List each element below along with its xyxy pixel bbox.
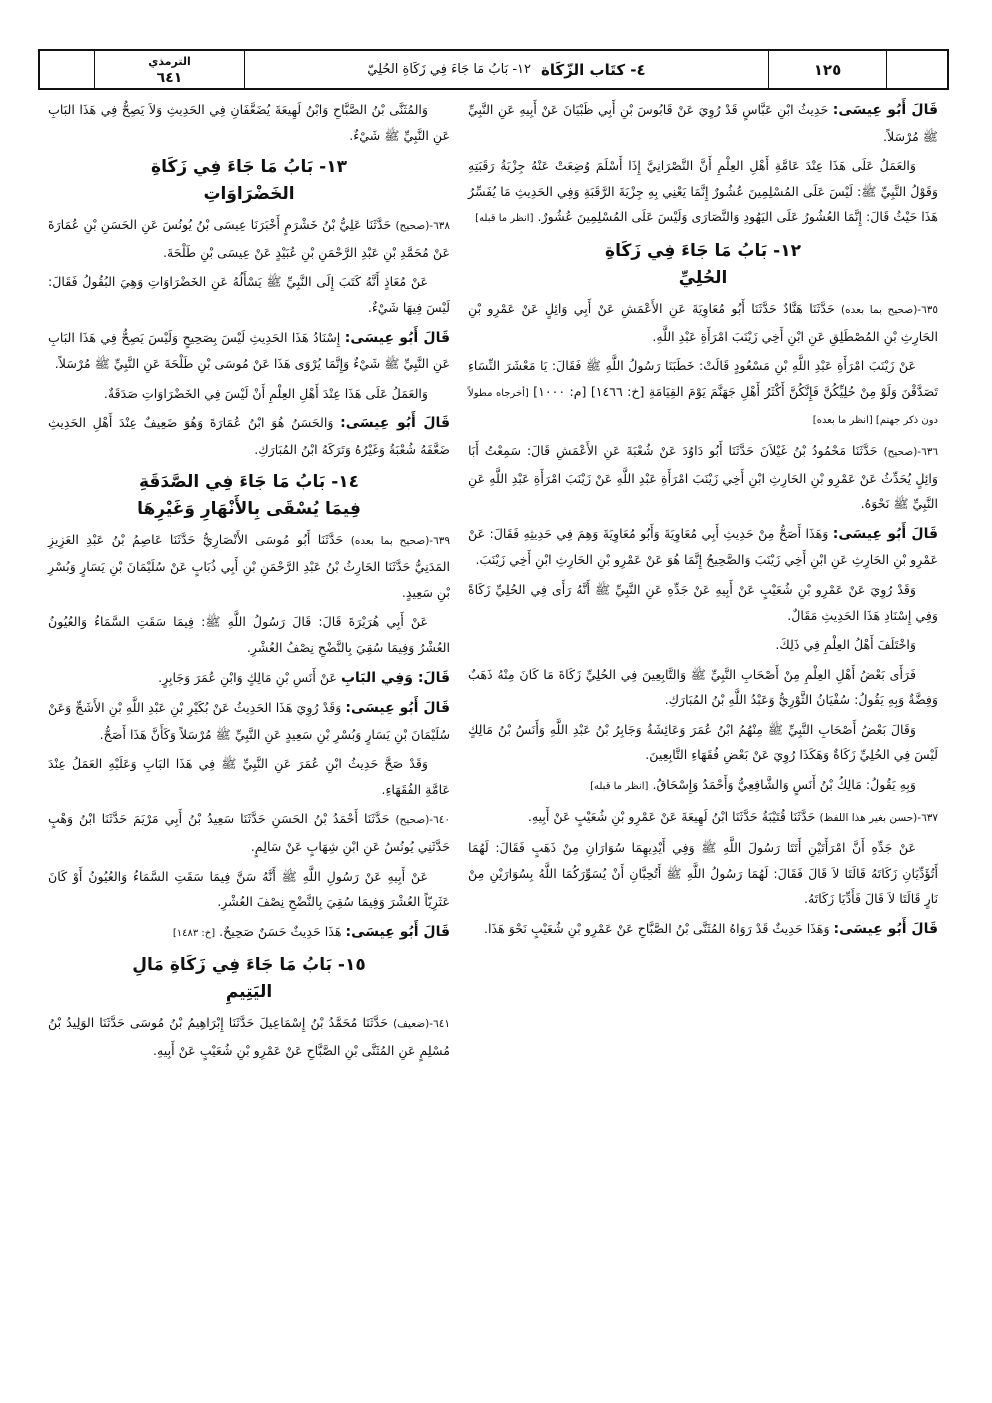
paragraph bbox=[468, 97, 938, 149]
hadith bbox=[48, 806, 450, 859]
hadith bbox=[48, 527, 450, 606]
hadith bbox=[48, 1010, 450, 1063]
paragraph bbox=[468, 521, 938, 573]
header-title bbox=[245, 51, 769, 88]
hadith-grade: ٦٤٠-(صحيح) bbox=[395, 814, 450, 827]
chapter-heading bbox=[48, 154, 450, 208]
hadith-grade: ٦٣٧-(حسن بغير هذا اللفظ) bbox=[819, 811, 938, 824]
hadith-matn bbox=[468, 353, 938, 434]
chapter-heading-line: الخَضْرَاوَاتِ bbox=[203, 184, 295, 205]
hadith-text: عَنْ زَيْنَبَ امْرَأَةِ عَبْدِ اللَّهِ بْنِ مَسْعُودٍ قَالَتْ: خَطَبَنَا رَسُولُ اللَّهِ ﷺ فَقَالَ: يَا مَعْشَرَ النِّسَاءِ تَصَدَّقْنَ وَلَوْ مِنْ حُلِيِّكُنَّ فَإِنَّكُنَّ أَكْثَرُ أَهْلِ جَهَنَّمَ يَوْمَ القِيَامَةِ [خ: ١٤٦٦] [م: ١٠٠٠] bbox=[468, 358, 938, 399]
abu-isa-label: قَالَ أَبُو عِيسَى: bbox=[344, 329, 450, 346]
hadith-text: حَدَّثَنَا هَنَّادٌ حَدَّثَنَا أَبُو مُعَاوِيَةَ عَنِ الأَعْمَشِ عَنْ أَبِي وَائِلٍ عَنْ عَمْرِو بْنِ الحَارِثِ بْنِ المُصْطَلِقِ عَنِ ابْنِ أَخِي زَيْنَبَ امْرَأَةِ عَبْدِ اللَّهِ. bbox=[468, 300, 938, 344]
paragraph: وَقَدْ رُوِيَ عَنْ عَمْرِو بْنِ شُعَيْبٍ عَنْ أَبِيهِ عَنْ جَدِّهِ عَنِ النَّبِيِّ ﷺ أَنَّهُ رَأَى فِي الحُلِيِّ زَكَاةً وَفِي إِسْنَادِ هَذَا الحَدِيثِ مَقَالٌ. bbox=[468, 581, 938, 623]
header-book-ref bbox=[95, 51, 245, 88]
paragraph: عَنْ جَدِّهِ أَنَّ امْرَأَتَيْنِ أَتَتَا رَسُولَ اللَّهِ ﷺ وَفِي أَيْدِيهِمَا سُوَارَانِ مِنْ ذَهَبٍ فَقَالَ: لَهُمَا أَتُؤَدِّيَانِ زَكَاتَهُ قَالَتَا لاَ قَالَ فَقَالَ: لَهُمَا رَسُولُ اللَّهِ ﷺ أَتُحِبَّانِ أَنْ يُسَوِّرَكُمَا اللَّهُ بِسُوَارَيْنِ مِنْ نَارٍ قَالَتَا لاَ قَالَ فَأَدِّيَا زَكَاتَهُ. bbox=[468, 840, 938, 907]
abu-isa-label: قَالَ أَبُو عِيسَى: bbox=[832, 525, 938, 542]
chapter-heading-line: ١٣- بَابُ مَا جَاءَ فِي زَكَاةِ bbox=[151, 157, 347, 178]
abu-isa-label: قَالَ أَبُو عِيسَى: bbox=[833, 921, 938, 938]
hadith-grade: ٦٣٥-(صحيح بما بعده) bbox=[841, 303, 939, 316]
hadith-number: ٦٤١ bbox=[156, 69, 183, 86]
paragraph: عَنْ مُعَاذٍ أَنَّهُ كَتَبَ إِلَى النَّبِيِّ ﷺ يَسْأَلُهُ عَنِ الخَضْرَاوَاتِ وَهِيَ البُقُولُ فَقَالَ: لَيْسَ فِيهَا شَيْءٌ. bbox=[48, 274, 450, 315]
paragraph: وَالعَمَلُ عَلَى هَذَا عِنْدَ أَهْلِ العِلْمِ أَنْ لَيْسَ فِي الخَضْرَاوَاتِ صَدَقَةٌ. bbox=[103, 385, 428, 401]
fil-bab-label: قَالَ: وَفِي البَابِ bbox=[340, 669, 450, 686]
cross-ref: [خ: ١٤٨٣] bbox=[172, 927, 216, 939]
paragraph bbox=[468, 153, 938, 232]
paragraph bbox=[468, 772, 938, 800]
hadith bbox=[468, 438, 938, 517]
paragraph-text: هَذَا حَدِيثٌ حَسَنٌ صَحِيحٌ. bbox=[219, 923, 346, 939]
header-blank-right bbox=[887, 51, 947, 88]
paragraph-text: وَالحَسَنُ هُوَ ابْنُ عُمَارَةَ وَهُوَ ضَعِيفٌ عِنْدَ أَهْلِ الحَدِيثِ ضَعَّفَهُ شُعْبَةُ وَغَيْرُهُ وَتَرَكَهُ ابْنُ المُبَارَكِ. bbox=[48, 415, 450, 457]
paragraph bbox=[48, 665, 450, 692]
right-column bbox=[468, 97, 938, 947]
abu-isa-label: قَالَ أَبُو عِيسَى: bbox=[345, 700, 450, 717]
paragraph: عَنْ أَبِي هُرَيْرَةَ قَالَ: قَالَ رَسُولُ اللَّهِ ﷺ: فِيمَا سَقَتِ السَّمَاءُ وَالعُيُونُ العُشْرُ وَفِيمَا سُقِيَ بِالنَّضْحِ نِصْفُ العُشْرِ. bbox=[48, 614, 450, 655]
page-number: ١٢٥ bbox=[769, 51, 887, 88]
chapter-heading-line: الحُلِيِّ bbox=[678, 267, 728, 288]
paragraph-text: وَقَدْ رُوِيَ هَذَا الحَدِيثُ عَنْ بُكَيْرِ بْنِ عَبْدِ اللَّهِ بْنِ الأَشَجِّ وَعَنْ سُلَيْمَانَ بْنِ يَسَارٍ وَبُسْرِ بْنِ سَعِيدٍ عَنِ النَّبِيِّ ﷺ مُرْسَلاً وَكَأَنَّ هَذَا أَصَحُّ. bbox=[48, 700, 450, 742]
paragraph: عَنْ أَبِيهِ عَنْ رَسُولِ اللَّهِ ﷺ أَنَّهُ سَنَّ فِيمَا سَقَتِ السَّمَاءُ وَالعُيُونُ أَوْ كَانَ عَثَرِيّاً العُشْرَ وَفِيمَا سُقِيَ بِالنَّضْحِ نِصْفَ العُشْرِ. bbox=[48, 868, 450, 910]
chapter-heading bbox=[468, 238, 938, 292]
paragraph bbox=[48, 325, 450, 377]
cross-ref: [انظر ما قبله] bbox=[590, 781, 649, 793]
abu-isa-label: قَالَ أَبُو عِيسَى: bbox=[832, 102, 938, 118]
paragraph-text: عَنْ أَنَسِ بْنِ مَالِكٍ وَابْنِ عُمَرَ وَجَابِرٍ. bbox=[158, 669, 341, 685]
cross-ref: [أخرجاه مطولاً دون ذكر جهنم] [انظر ما بعده] bbox=[468, 387, 938, 427]
chapter-heading-line: ١٤- بَابُ مَا جَاءَ فِي الصَّدَقَةِ bbox=[138, 471, 360, 492]
left-column bbox=[48, 97, 450, 1068]
abu-isa-label: قَالَ أَبُو عِيسَى: bbox=[340, 415, 450, 432]
abu-isa-label: قَالَ أَبُو عِيسَى: bbox=[345, 923, 450, 940]
paragraph: فَرَأَى بَعْضُ أَهْلِ العِلْمِ مِنْ أَصْحَابِ النَّبِيِّ ﷺ وَالتَّابِعِينَ فِي الحُلِيِّ زَكَاةَ مَا كَانَ مِنْهُ ذَهَبٌ وَفِضَّةٌ وَبِهِ يَقُولُ: سُفْيَانُ الثَّوْرِيُّ وَعَبْدُ اللَّهِ بْنُ المُبَارَكِ. bbox=[468, 666, 938, 708]
page-header bbox=[38, 49, 949, 90]
hadith-text: حَدَّثَنَا مُحَمَّدُ بْنُ إِسْمَاعِيلَ حَدَّثَنَا إِبْرَاهِيمُ بْنُ مُوسَى حَدَّثَنَا الوَلِيدُ بْنُ مُسْلِمٍ عَنِ المُثَنَّى بْنِ الصَّبَّاحِ عَنْ عَمْرِو بْنِ شُعَيْبٍ عَنْ أَبِيهِ. bbox=[48, 1015, 450, 1059]
paragraph: وَقَدْ صَحَّ حَدِيثُ ابْنِ عُمَرَ عَنِ النَّبِيِّ ﷺ فِي هَذَا البَابِ وَعَلَيْهِ العَمَلُ عِنْدَ عَامَّةِ الفُقَهَاءِ. bbox=[48, 756, 450, 797]
paragraph: وَاخْتَلَفَ أَهْلُ العِلْمِ فِي ذَلِكَ. bbox=[775, 637, 916, 653]
hadith-text: حَدَّثَنَا أَبُو مُوسَى الأَنْصَارِيُّ حَدَّثَنَا عَاصِمُ بْنُ عَبْدِ العَزِيزِ المَدَنِيُّ حَدَّثَنَا الحَارِثُ بْنُ عَبْدِ الرَّحْمَنِ بْنِ أَبِي ذُبَابٍ عَنْ سُلَيْمَانَ بْنِ يَسَارٍ وَبُسْرِ بْنِ سَعِيدٍ. bbox=[48, 531, 450, 600]
hadith-grade: ٦٤١-(ضعيف) bbox=[393, 1018, 450, 1031]
chapter-heading-line: ١٥- بَابُ مَا جَاءَ فِي زَكَاةِ مَالِ bbox=[132, 955, 366, 976]
chapter-heading bbox=[48, 952, 450, 1006]
paragraph: وَالمُثَنَّى بْنُ الصَّبَّاحِ وَابْنُ لَهِيعَةَ يُضَعَّفَانِ فِي الحَدِيثِ وَلاَ يَصِحُّ فِي هَذَا البَابِ عَنِ النَّبِيِّ ﷺ شَيْءٌ. bbox=[48, 102, 450, 143]
paragraph bbox=[468, 916, 938, 943]
hadith bbox=[48, 212, 450, 265]
book-title: ٤- كتَاب الزّكَاة bbox=[541, 60, 646, 79]
paragraph-text: وَهَذَا أَصَحُّ مِنْ حَدِيثِ أَبِي مُعَاوِيَةَ وَأَبُو مُعَاوِيَةَ وَهِمَ فِي حَدِيثِهِ فَقَالَ: عَنْ عَمْرِو بْنِ الحَارِثِ عَنِ ابْنِ أَخِي زَيْنَبَ وَالصَّحِيحُ إِنَّمَا هُوَ عَنْ عَمْرِو بْنِ الحَارِثِ ابْنِ أَخِي زَيْنَبَ. bbox=[468, 525, 938, 568]
paragraph-text: إِسْنَادُ هَذَا الحَدِيثِ لَيْسَ بِصَحِيحٍ وَلَيْسَ يَصِحُّ فِي هَذَا البَابِ عَنِ النَّبِيِّ ﷺ شَيْءٌ وَإِنَّمَا يُرْوَى هَذَا عَنْ مُوسَى بْنِ طَلْحَةَ عَنِ النَّبِيِّ ﷺ مُرْسَلاً. bbox=[48, 329, 450, 372]
hadith bbox=[468, 296, 938, 349]
hadith bbox=[468, 804, 938, 832]
paragraph-text: حَدِيثُ ابْنِ عَبَّاسٍ قَدْ رُوِيَ عَنْ قَابُوسَ بْنِ أَبِي ظَبْيَانَ عَنْ أَبِيهِ عَنِ النَّبِيِّ ﷺ مُرْسَلاً. bbox=[468, 102, 938, 144]
paragraph bbox=[48, 695, 450, 747]
paragraph-text: وَبِهِ يَقُولُ: مَالِكُ بْنُ أَنَسٍ وَالشَّافِعِيُّ وَأَحْمَدُ وَإِسْحَاقُ. bbox=[652, 777, 916, 793]
hadith-grade: ٦٣٦-(صحيح) bbox=[883, 445, 938, 458]
paragraph-text: وَهَذَا حَدِيثٌ قَدْ رَوَاهُ المُثَنَّى بْنُ الصَّبَّاحِ عَنْ عَمْرِو بْنِ شُعَيْبٍ نَحْوَ هَذَا. bbox=[483, 921, 834, 937]
hadith-text: حَدَّثَنَا قُتَيْبَةُ حَدَّثَنَا ابْنُ لَهِيعَةَ عَنْ عَمْرِو بْنِ شُعَيْبٍ عَنْ أَبِيهِ. bbox=[527, 808, 820, 824]
paragraph bbox=[48, 410, 450, 462]
paragraph bbox=[48, 919, 450, 947]
hadith-grade: ٦٣٩-(صحيح بما بعده) bbox=[350, 534, 450, 547]
short-title: الترمذي bbox=[148, 54, 191, 68]
header-blank-left bbox=[40, 51, 95, 88]
hadith-grade: ٦٣٨-(صحيح) bbox=[395, 220, 450, 233]
cross-ref: [انظر ما قبله] bbox=[475, 213, 534, 225]
chapter-heading-line: فِيمَا يُسْقَى بِالأَنْهَارِ وَغَيْرِهَا bbox=[137, 498, 361, 519]
paragraph: وَقَالَ بَعْضُ أَصْحَابِ النَّبِيِّ ﷺ مِنْهُمُ ابْنُ عُمَرَ وَعَائِشَةُ وَجَابِرُ بْنُ عَبْدِ اللَّهِ وَأَنَسُ بْنُ مَالِكٍ لَيْسَ فِي الحُلِيِّ زَكَاةٌ وَهَكَذَا رُوِيَ عَنْ بَعْضِ فُقَهَاءِ التَّابِعِينَ. bbox=[468, 721, 938, 763]
hadith-text: حَدَّثَنَا عَلِيُّ بْنُ خَشْرَمٍ أَخْبَرَنَا عِيسَى بْنُ يُونُسَ عَنِ الحَسَنِ بْنِ عُمَارَةَ عَنْ مُحَمَّدِ بْنِ عَبْدِ الرَّحْمَنِ بْنِ عُبَيْدٍ عَنْ عِيسَى بْنِ طَلْحَةَ. bbox=[48, 217, 450, 260]
chapter-heading bbox=[48, 469, 450, 523]
chapter-heading-line: اليَتِيمِ bbox=[225, 982, 273, 1003]
hadith-text: حَدَّثَنَا مَحْمُودُ بْنُ غَيْلاَنَ حَدَّثَنَا أَبُو دَاوُدَ عَنْ شُعْبَةَ عَنِ الأَعْمَشِ قَالَ: سَمِعْتُ أَبَا وَائِلٍ يُحَدِّثُ عَنْ عَمْرِو بْنِ الحَارِثِ ابْنِ أَخِي زَيْنَبَ امْرَأَةِ عَبْدِ اللَّهِ عَنْ زَيْنَبَ امْرَأَةِ عَبْدِ اللَّهِ عَنِ النَّبِيِّ ﷺ نَحْوَهُ. bbox=[468, 442, 938, 512]
paragraph-text: وَالعَمَلُ عَلَى هَذَا عِنْدَ عَامَّةِ أَهْلِ العِلْمِ أَنَّ النَّصْرَانِيَّ إِذَا أَسْلَمَ وُضِعَتْ عَنْهُ جِزْيَةُ رَقَبَتِهِ وَقَوْلُ النَّبِيِّ ﷺ: لَيْسَ عَلَى المُسْلِمِينَ عُشُورٌ إِنَّمَا يَعْنِي بِهِ جِزْيَةَ الرَّقَبَةِ وَفِي الحَدِيثِ مَا يُفَسِّرُ هَذَا حَيْثُ قَالَ: إِنَّمَا العُشُورُ عَلَى اليَهُودِ وَالنَّصَارَى وَلَيْسَ عَلَى المُسْلِمِينَ عُشُورٌ. bbox=[468, 158, 938, 225]
chapter-heading-line: ١٢- بَابُ مَا جَاءَ فِي زَكَاةِ bbox=[605, 240, 801, 261]
chapter-title: ١٢- بَابُ مَا جَاءَ فِي زَكَاةِ الحُلِيّ bbox=[367, 62, 531, 77]
hadith-text: حَدَّثَنَا أَحْمَدُ بْنُ الحَسَنِ حَدَّثَنَا سَعِيدُ بْنُ أَبِي مَرْيَمَ حَدَّثَنَا ابْنُ وَهْبٍ حَدَّثَنِي يُونُسُ عَنِ ابْنِ شِهَابٍ عَنْ سَالِمٍ. bbox=[48, 811, 450, 855]
